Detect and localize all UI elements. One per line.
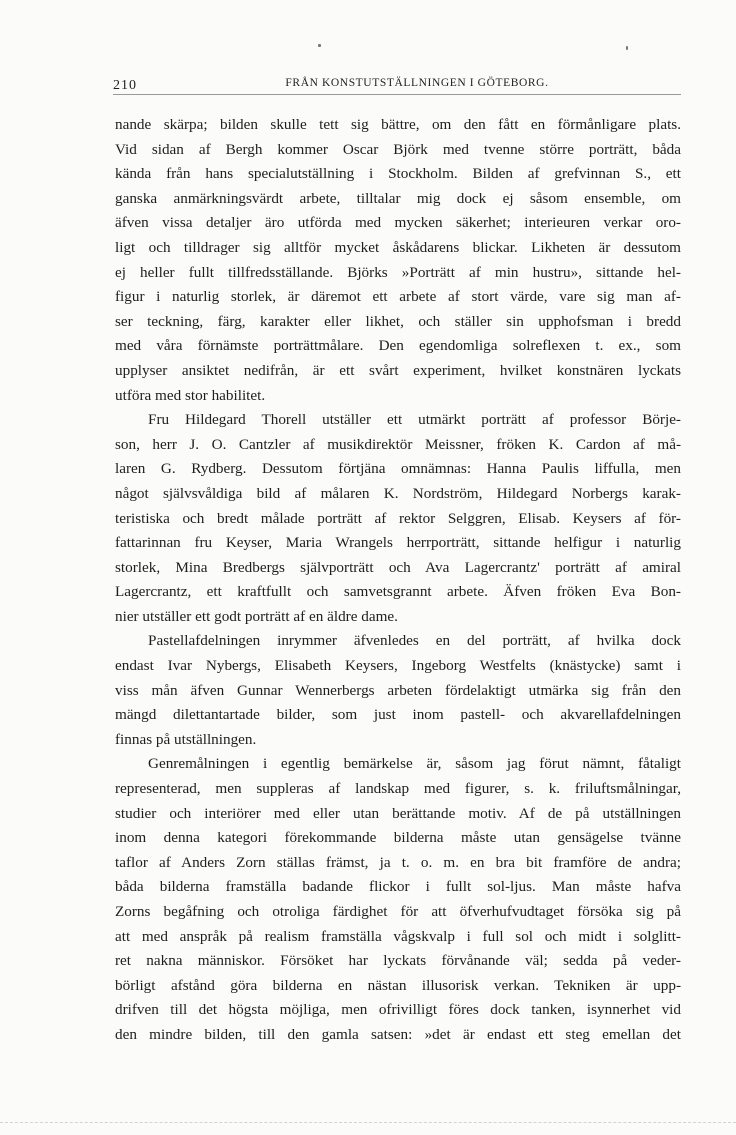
text-line: äfven vissa detaljer äro utförda med mycken säkerhet; interieuren verkar oro- (115, 214, 681, 232)
text-line: ret nakna människor. Försöket har lyckats förvånande väl; sedda på veder- (115, 952, 681, 970)
text-line: laren G. Rydberg. Dessutom förtjäna omnämnas: Hanna Paulis liffulla, men (115, 460, 681, 478)
text-line: att med anspråk på realism framställa vågskvalp i full sol och midt i solglitt- (115, 927, 681, 945)
text-line: mängd dilettantartade bilder, som just inom pastell- och akvarellafdelningen (115, 706, 681, 724)
text-line: Fru Hildegard Thorell utställer ett utmärkt porträtt af professor Börje- (148, 411, 681, 429)
text-line: Genremålningen i egentlig bemärkelse är, såsom jag förut nämnt, fåtaligt (148, 755, 681, 773)
scan-speck (626, 46, 628, 50)
text-line: båda bilderna framställa badande flickor i fullt sol-ljus. Man måste hafva (115, 878, 681, 896)
text-line: utföra med stor habilitet. (115, 386, 266, 404)
scan-edge (0, 1122, 736, 1123)
text-line: endast Ivar Nybergs, Elisabeth Keysers, Ingeborg Westfelts (knästycke) samt i (115, 657, 681, 675)
text-line: kända från hans specialutställning i Stockholm. Bilden af grefvinnan S., ett (115, 165, 681, 183)
text-line: viss mån äfven Gunnar Wennerbergs arbeten fördelaktigt utmärka sig från den (115, 681, 681, 699)
text-line: med våra förnämste porträttmålare. Den egendomliga solreflexen t. ex., som (115, 337, 681, 355)
text-line: representerad, men suppleras af landskap med figurer, s. k. friluftsmålningar, (115, 780, 681, 798)
page-number: 210 (113, 78, 137, 93)
text-line: Vid sidan af Bergh kommer Oscar Björk med tvenne större porträtt, båda (115, 140, 681, 158)
page-header (113, 74, 681, 95)
text-line: teristiska och bredt målade porträtt af rektor Selggren, Elisab. Keysers af för- (115, 509, 681, 527)
text-line: fattarinnan fru Keyser, Maria Wrangels herrporträtt, sittande helfigur i naturlig (115, 534, 681, 552)
text-line: något självsvåldiga bild af målaren K. Nordström, Hildegard Norbergs karak- (115, 484, 681, 502)
text-line: börligt afstånd göra bilderna en nästan illusorisk verkan. Tekniken är upp- (115, 976, 681, 994)
text-line: Pastellafdelningen inrymmer äfvenledes en del porträtt, af hvilka dock (148, 632, 681, 650)
text-line: drifven till det högsta möjliga, men ofrivilligt föres dock tanken, isynnerhet vid (115, 1001, 681, 1019)
text-line: Lagercrantz, ett kraftfullt och samvetsgrannt arbete. Äfven fröken Eva Bon- (115, 583, 681, 601)
scan-speck (318, 44, 321, 47)
text-line: Zorns begåfning och otroliga färdighet för att öfverhufvudtaget försöka sig på (115, 903, 681, 920)
text-line: nier utställer ett godt porträtt af en äldre dame. (115, 607, 398, 625)
text-line: ej heller fullt tillfredsställande. Björks »Porträtt af min hustru», sittande hel- (115, 263, 681, 281)
text-line: nande skärpa; bilden skulle tett sig bättre, om den fått en förmånligare plats. (115, 116, 681, 133)
body-text (115, 113, 681, 1048)
text-line: figur i naturlig storlek, är däremot ett arbete af stort värde, vare sig man af- (115, 288, 681, 306)
text-line: ser teckning, färg, karakter eller likhet, och ställer sin upphofsman i bredd (115, 312, 681, 330)
text-line: ligt och tilldrager sig alltför mycket åskådarens blickar. Likheten är dessutom (115, 238, 681, 256)
text-line: finnas på utställningen. (115, 730, 257, 748)
text-line: upplyser ansiktet nedifrån, är ett svårt experiment, hvilket konstnären lyckats (115, 361, 681, 379)
text-line: inom denna kategori förekommande bilderna måste utan gensägelse tvänne (115, 829, 681, 847)
text-line: ganska anmärkningsvärdt arbete, tilltalar mig dock ej såsom ensemble, om (115, 189, 681, 207)
text-line: storlek, Mina Bredbergs självporträtt och Ava Lagercrantz' porträtt af amiral (115, 558, 681, 576)
text-line: studier och interiörer med eller utan berättande motiv. Af de på utställningen (115, 804, 681, 822)
text-line: taflor af Anders Zorn ställas främst, ja t. o. m. en bra bit framföre de andra; (115, 853, 681, 871)
text-line: den mindre bilden, till den gamla satsen: »det är endast ett steg emellan det (115, 1025, 681, 1043)
text-line: son, herr J. O. Cantzler af musikdirektör Meissner, fröken K. Cardon af må- (115, 435, 681, 453)
running-title: FRÅN KONSTUTSTÄLLNINGEN I GÖTEBORG. (285, 77, 549, 89)
